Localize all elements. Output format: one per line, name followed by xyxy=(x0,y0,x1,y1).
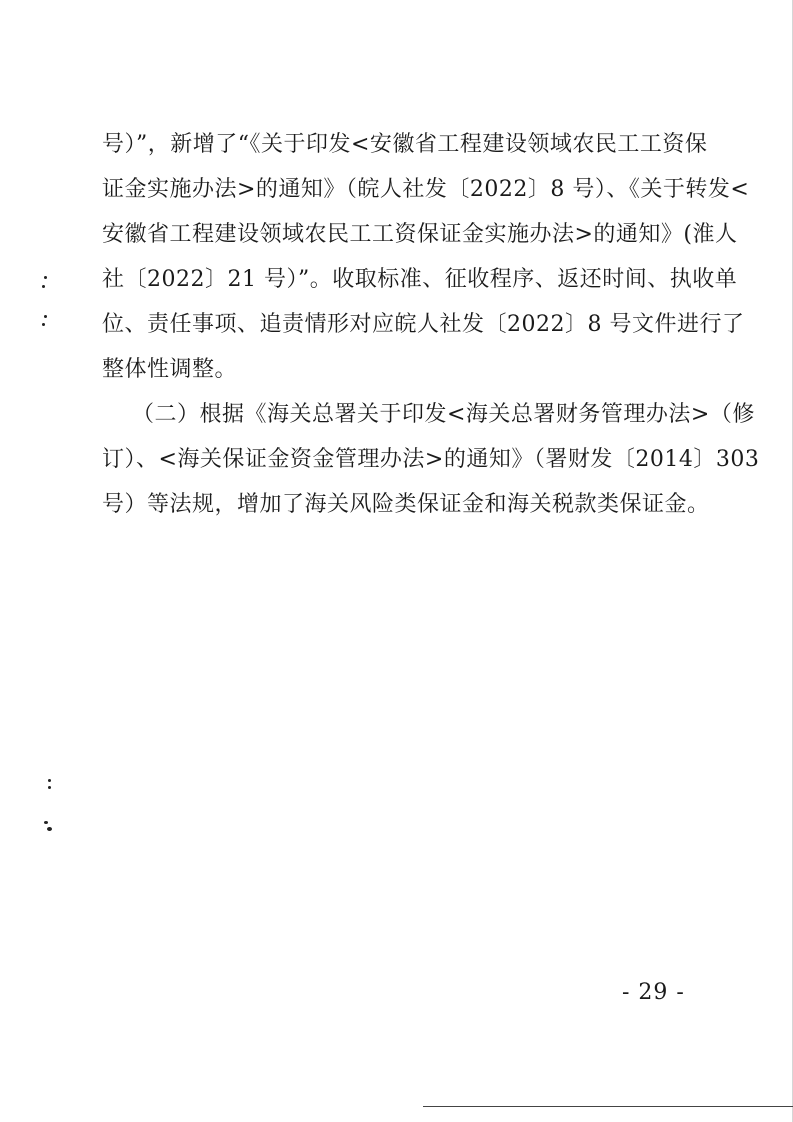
paragraph-1-line-1: 号）”，新增了“《关于印发<安徽省工程建设领域农民工工资保 xyxy=(102,132,708,157)
bottom-scan-line xyxy=(423,1106,793,1107)
page-number: - 29 - xyxy=(622,980,685,1005)
paragraph-2-line-2: 订）、<海关保证金资金管理办法>的通知》（署财发〔2014〕303 xyxy=(102,447,760,472)
scan-speck xyxy=(42,285,45,288)
scan-speck xyxy=(44,315,47,318)
paragraph-1-line-6: 整体性调整。 xyxy=(102,357,238,382)
paragraph-2-line-1: （二）根据《海关总署关于印发<海关总署财务管理办法>（修 xyxy=(132,402,755,427)
paragraph-1-line-3: 安徽省工程建设领域农民工工资保证金实施办法>的通知》(淮人 xyxy=(102,222,738,247)
paragraph-1-line-4: 社〔2022〕21 号）”。收取标准、征收程序、返还时间、执收单 xyxy=(102,267,738,292)
scan-speck xyxy=(48,779,51,782)
body-text xyxy=(102,122,760,527)
paragraph-1-line-5: 位、责任事项、追责情形对应皖人社发〔2022〕8 号文件进行了 xyxy=(102,312,745,337)
scan-speck xyxy=(44,821,48,824)
paragraph-2-line-3: 号）等法规，增加了海关风险类保证金和海关税款类保证金。 xyxy=(102,492,710,517)
scan-speck xyxy=(42,323,45,326)
scan-speck xyxy=(48,786,51,789)
paragraph-1-line-2: 证金实施办法>的通知》（皖人社发〔2022〕8 号）、《关于转发< xyxy=(102,177,750,202)
scan-speck xyxy=(44,276,47,279)
scan-speck xyxy=(47,827,52,831)
